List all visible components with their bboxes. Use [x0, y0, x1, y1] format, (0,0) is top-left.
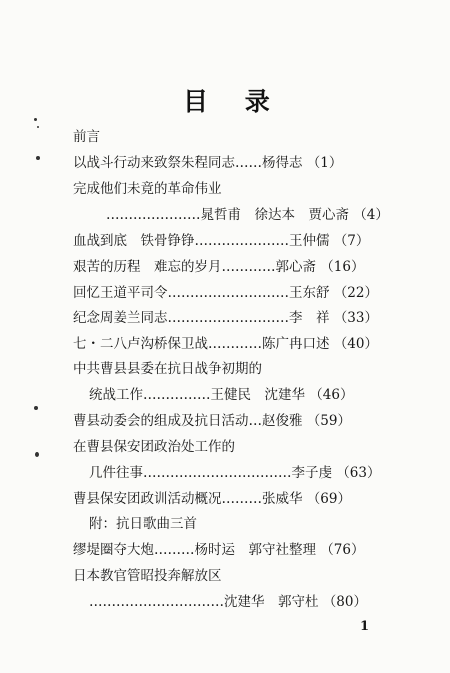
- toc-entry: [73, 360, 262, 378]
- toc-entry: [106, 206, 389, 224]
- toc-entry-text: 以战斗行动来致祭朱程同志……杨得志: [73, 155, 303, 171]
- toc-entry-text: 缪堤圈夺大炮………杨时运 郭守社整理: [73, 542, 316, 558]
- toc-entry-text: 几件往事……………………………李子虔: [89, 465, 332, 481]
- toc-entry-page: （7）: [333, 233, 370, 249]
- toc-entry: [73, 541, 364, 559]
- margin-mark: [36, 156, 40, 160]
- toc-entry: [89, 464, 380, 482]
- toc-entry-text: 统战工作……………王健民 沈建华: [89, 387, 305, 403]
- toc-entry-text: 完成他们未竟的革命伟业: [73, 181, 222, 197]
- toc-entry: [73, 284, 378, 302]
- toc-entry: [73, 412, 351, 430]
- toc-entry: [73, 567, 222, 585]
- page-number: 1: [360, 619, 370, 634]
- toc-entry: [89, 593, 367, 611]
- toc-entry: [73, 438, 235, 456]
- toc-entry: [73, 309, 378, 327]
- page-title: 目 录: [183, 87, 284, 116]
- margin-mark: [35, 452, 39, 457]
- toc-entry-text: 在曹县保安团政治处工作的: [73, 439, 235, 455]
- toc-entry-page: （69）: [306, 491, 351, 507]
- toc-entry-text: 附：抗日歌曲三首: [89, 516, 197, 532]
- toc-entry-page: （16）: [320, 259, 365, 275]
- toc-entry: [73, 258, 364, 276]
- toc-entry-text: …………………晁哲甫 徐达本 贾心斋: [106, 207, 349, 223]
- toc-entry: [73, 154, 342, 172]
- toc-entry-page: （1）: [306, 155, 343, 171]
- margin-mark: [34, 406, 38, 410]
- toc-entry-page: （33）: [333, 310, 378, 326]
- margin-mark: [37, 126, 39, 128]
- toc-entry: [89, 386, 353, 404]
- toc-entry-text: 日本教官管昭投奔解放区: [73, 568, 222, 584]
- toc-entry-text: 艰苦的历程 难忘的岁月…………郭心斋: [73, 259, 316, 275]
- toc-entry-page: （59）: [306, 413, 351, 429]
- toc-entry-text: 七・二八卢沟桥保卫战…………陈广冉口述: [73, 336, 330, 352]
- toc-entry: [73, 232, 369, 250]
- toc-entry-page: （63）: [336, 465, 381, 481]
- toc-entry-text: 曹县保安团政训活动概况………张威华: [73, 491, 303, 507]
- toc-entry-text: …………………………沈建华 郭守杜: [89, 594, 319, 610]
- toc-entry: [73, 335, 378, 353]
- toc-entry-page: （80）: [322, 594, 367, 610]
- toc-entry-text: 血战到底 铁骨铮铮…………………王仲儒: [73, 233, 330, 249]
- toc-entry: [73, 128, 100, 146]
- toc-entry-text: 中共曹县县委在抗日战争初期的: [73, 361, 262, 377]
- toc-entry-page: （22）: [333, 285, 378, 301]
- toc-entry: [89, 515, 197, 533]
- toc-entry-page: （46）: [309, 387, 354, 403]
- toc-entry-text: 纪念周姜兰同志………………………李 祥: [73, 310, 330, 326]
- toc-entry: [73, 180, 222, 198]
- toc-entry-page: （4）: [353, 207, 389, 223]
- toc-entry-page: （76）: [320, 542, 365, 558]
- toc-entry-text: 前言: [73, 129, 100, 145]
- toc-entry-text: 曹县动委会的组成及抗日活动…赵俊雅: [73, 413, 303, 429]
- toc-entry: [73, 490, 351, 508]
- margin-mark: [34, 118, 37, 121]
- toc-entry-page: （40）: [333, 336, 378, 352]
- toc-entry-text: 回忆王道平司令………………………王东舒: [73, 285, 330, 301]
